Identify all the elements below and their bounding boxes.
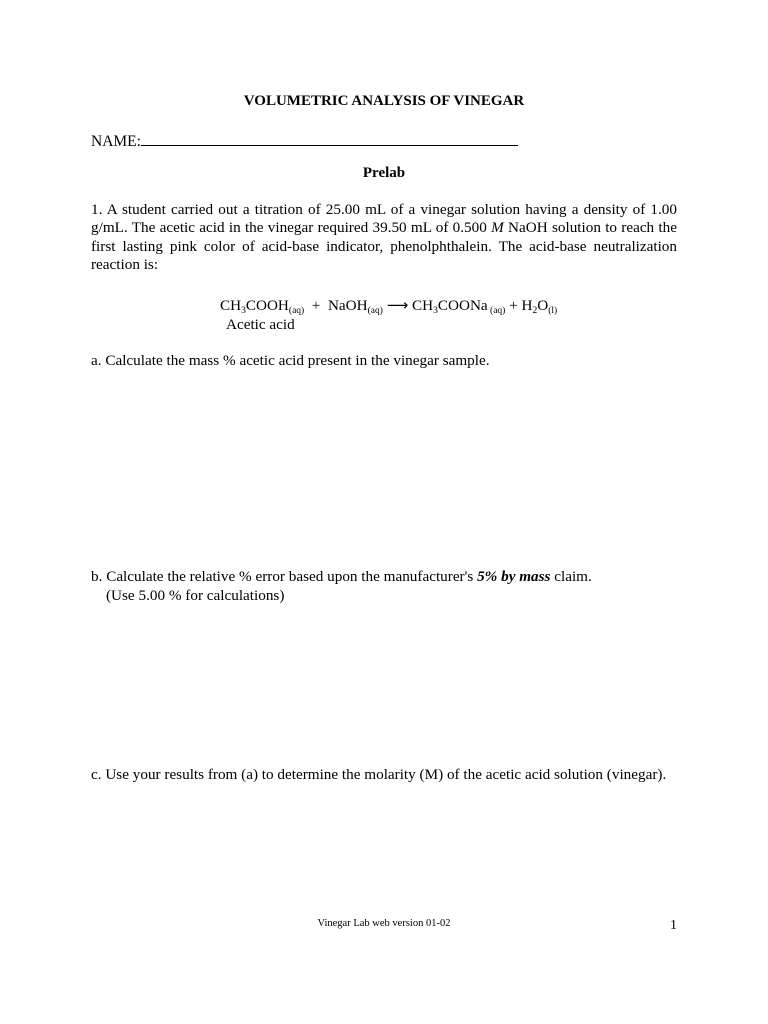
question-a: a. Calculate the mass % acetic acid present in the vinegar sample. (91, 352, 490, 369)
mass-claim: 5% by mass (477, 568, 551, 585)
name-blank-line (141, 130, 518, 146)
question-c: c. Use your results from (a) to determine the molarity (M) of the acetic acid solution (vinegar). (91, 766, 667, 783)
chemical-equation: $CH_3COOH_{(aq)}$ + NaOH$_{(aq)}$ ⟶ $CH_3COONa$ $_{(aq)} + H_2O_{(l)}$ (220, 296, 558, 316)
question-b: b. Calculate the relative % error based upon the manufacturer's 5% by mass claim. (91, 568, 592, 585)
name-label: NAME: (91, 133, 141, 150)
question-b-note: (Use 5.00 % for calculations) (106, 587, 285, 604)
problem-paragraph (91, 201, 677, 274)
name-field (91, 130, 518, 151)
problem-line: g/mL. The acetic acid in the vinegar required 39.50 mL of 0.500 M NaOH solution to reach the (91, 219, 677, 237)
molarity-unit: M (491, 219, 504, 237)
page-number: 1 (670, 918, 677, 933)
problem-line: first lasting pink color of acid-base indicator, phenolphthalein. The acid-base neutralization (91, 237, 677, 255)
section-heading: Prelab (362, 165, 406, 181)
problem-line: 1. A student carried out a titration of 25.00 mL of a vinegar solution having a density of 1.00 (91, 201, 677, 218)
problem-line: reaction is: (91, 255, 159, 273)
equation-note: Acetic acid (226, 316, 295, 333)
reaction-arrow-icon: ⟶ (386, 296, 409, 314)
document-title: VOLUMETRIC ANALYSIS OF VINEGAR (243, 93, 525, 109)
page-footer: Vinegar Lab web version 01-02 (317, 918, 451, 929)
